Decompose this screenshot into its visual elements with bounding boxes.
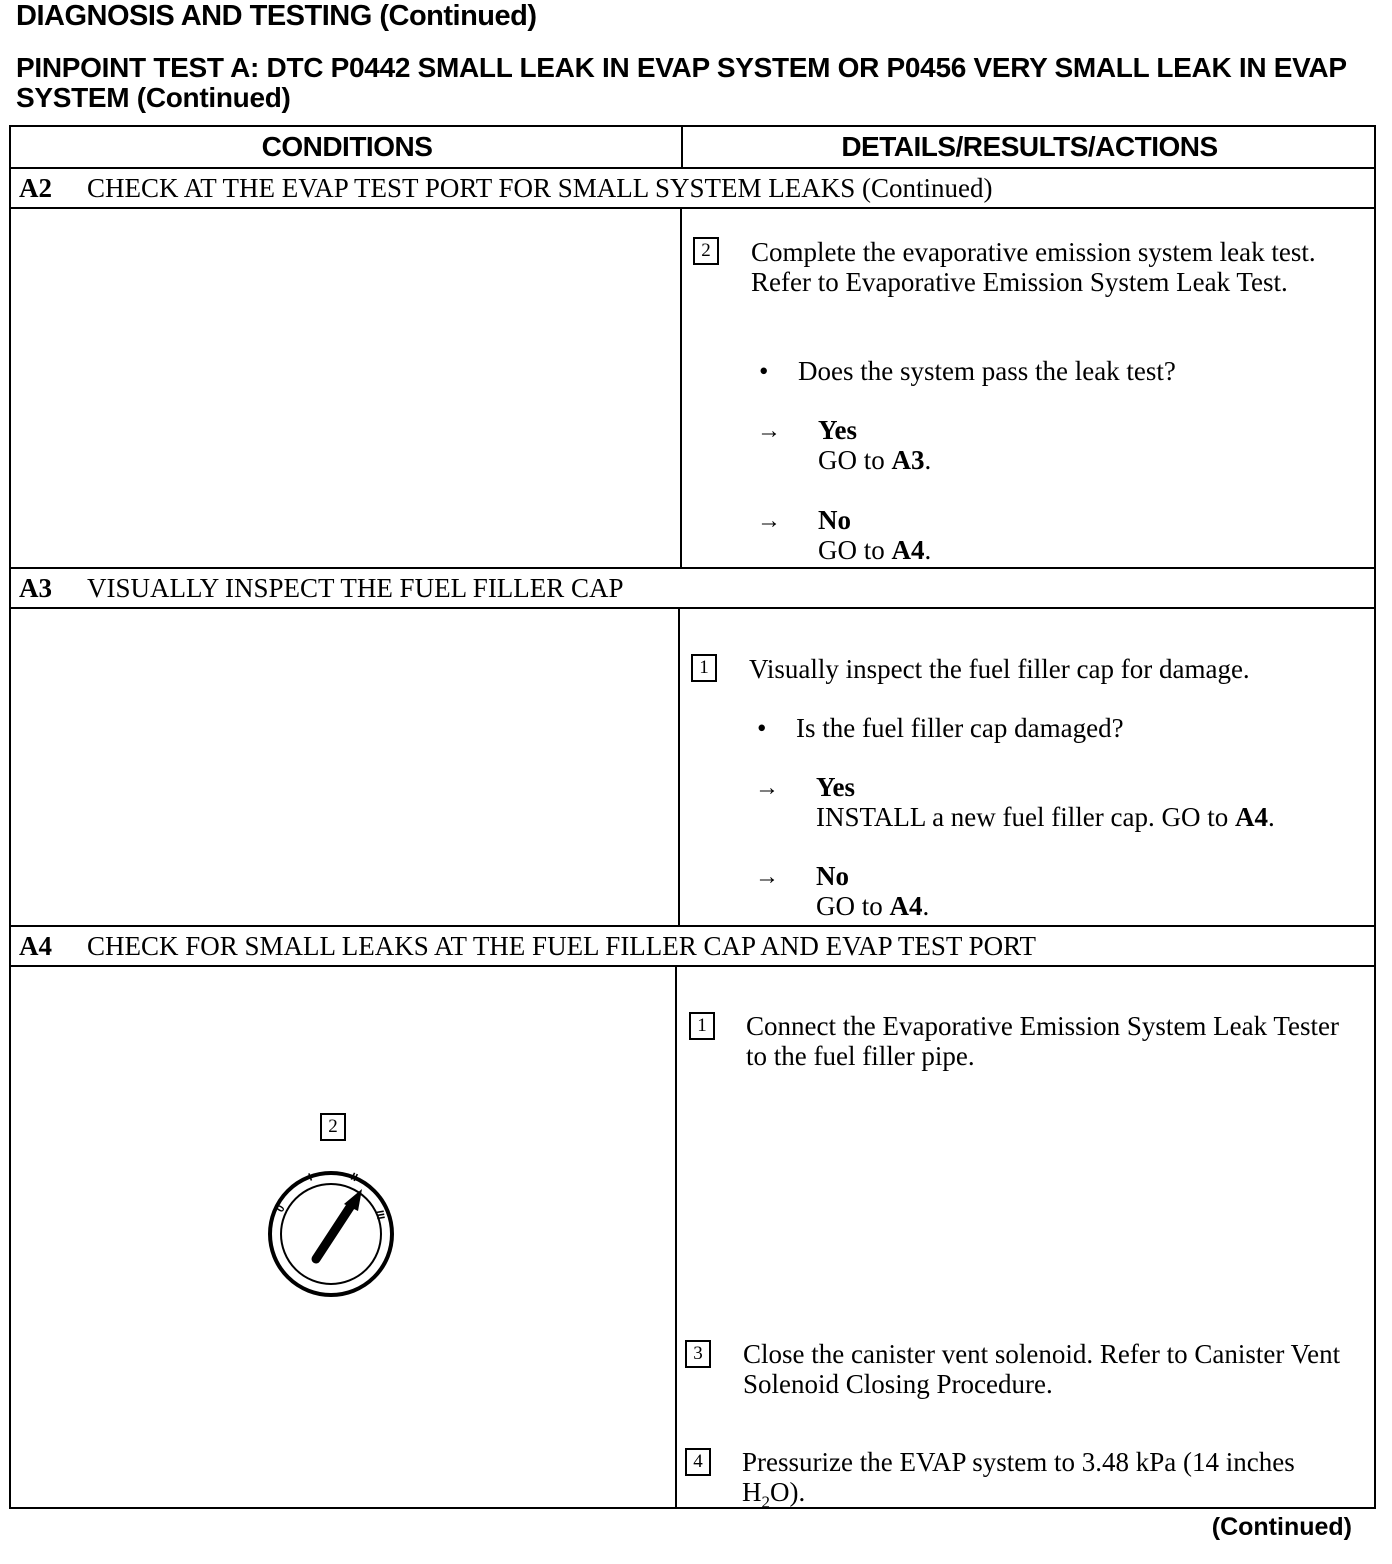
step-id: A4	[19, 931, 52, 961]
a2-instruction: Complete the evaporative emission system leak test. Refer to Evaporative Emission System Leak Test.	[751, 237, 1316, 297]
column-header-details: DETAILS/RESULTS/ACTIONS	[841, 131, 1218, 162]
arrow-icon: →	[757, 417, 781, 444]
a2-no-label: No	[818, 505, 851, 535]
step-title: CHECK FOR SMALL LEAKS AT THE FUEL FILLER CAP AND EVAP TEST PORT	[87, 931, 1037, 961]
a2-yes-action: GO to A3.	[818, 445, 932, 475]
gauge-label: II	[348, 1170, 360, 1185]
a3-yes-label: Yes	[816, 772, 855, 802]
step-title: CHECK AT THE EVAP TEST PORT FOR SMALL SYSTEM LEAKS	[87, 173, 856, 203]
bullet: •	[757, 713, 767, 743]
test-title: PINPOINT TEST A: DTC P0442 SMALL LEAK IN EVAP SYSTEM OR P0456 VERY SMALL LEAK IN EVAP SYSTEM (Continued)	[16, 52, 1347, 113]
table-header-row	[11, 127, 1374, 169]
column-divider	[678, 609, 680, 925]
item-number-box: 1	[689, 1012, 715, 1040]
column-divider	[675, 967, 677, 1507]
page-title: DIAGNOSIS AND TESTING (Continued)	[16, 0, 537, 32]
item-number-box: 3	[685, 1340, 711, 1368]
a2-yes-label: Yes	[818, 415, 857, 445]
a2-question: Does the system pass the leak test?	[798, 356, 1176, 386]
step-bar-a3	[11, 569, 1374, 609]
a4-instruction-1: Connect the Evaporative Emission System Leak Tester to the fuel filler pipe.	[746, 1011, 1339, 1071]
ignition-switch-icon	[268, 1149, 398, 1319]
arrow-icon: →	[757, 507, 781, 534]
column-divider	[680, 209, 682, 567]
item-number-box: 1	[691, 654, 717, 682]
step-id: A3	[19, 573, 52, 603]
procedure-table	[9, 125, 1376, 1512]
bullet: •	[759, 356, 769, 386]
column-header-conditions: CONDITIONS	[261, 131, 433, 162]
item-number-box: 2	[693, 237, 719, 265]
a3-yes-action: INSTALL a new fuel filler cap. GO to A4.	[816, 802, 1275, 832]
a3-instruction: Visually inspect the fuel filler cap for damage.	[749, 654, 1250, 684]
step-title-suffix: (Continued)	[862, 173, 993, 203]
a4-instruction-3: Close the canister vent solenoid. Refer to Canister Vent Solenoid Closing Procedure.	[743, 1339, 1341, 1399]
column-divider	[681, 127, 683, 167]
a3-question: Is the fuel filler cap damaged?	[796, 713, 1124, 743]
step-bar-a2	[11, 169, 1374, 209]
figure-number-box: 2	[320, 1113, 346, 1141]
step-bar-a4	[11, 927, 1374, 967]
a4-instruction-4: Pressurize the EVAP system to 3.48 kPa (14 inches $H_2O$).	[742, 1447, 1295, 1512]
item-number-box: 4	[685, 1448, 711, 1476]
step-title: VISUALLY INSPECT THE FUEL FILLER CAP	[87, 573, 624, 603]
arrow-icon: →	[755, 774, 779, 801]
gauge-label: 0	[274, 1203, 288, 1215]
arrow-icon: →	[755, 863, 779, 890]
gauge-label: III	[373, 1209, 387, 1221]
gauge-label: I	[306, 1171, 314, 1184]
a3-no-label: No	[816, 861, 849, 891]
footer-continued: (Continued)	[1211, 1513, 1352, 1541]
a2-no-action: GO to A4.	[818, 535, 932, 565]
step-id: A2	[19, 173, 52, 203]
a3-no-action: GO to A4.	[816, 891, 930, 921]
